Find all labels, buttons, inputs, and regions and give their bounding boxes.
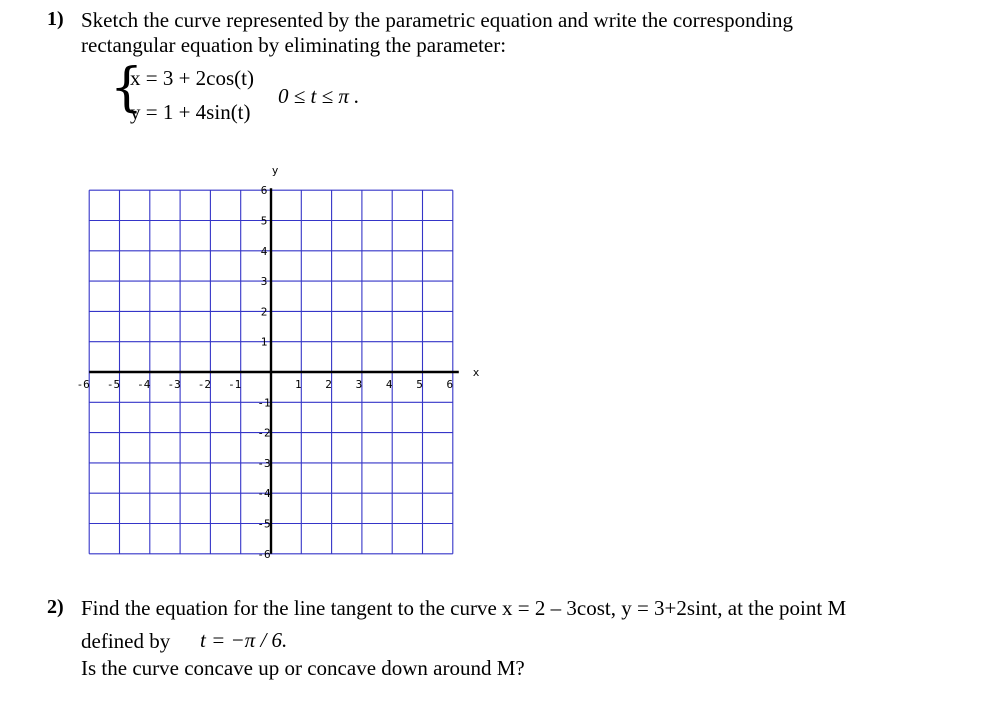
y-tick-label: 4 [260, 244, 268, 258]
problem-2-parameter-value: t = −π / 6. [200, 628, 288, 652]
x-tick-label: -1 [228, 378, 242, 391]
problem-2-text-line-1: Find the equation for the line tangent to the curve x = 2 – 3cost, y = 3+2sint, at the point M [81, 596, 847, 620]
y-tick-label: 6 [260, 184, 268, 198]
y-tick-label: -3 [257, 456, 271, 470]
parameter-range: 0 ≤ t ≤ π . [278, 84, 360, 108]
y-tick-label: 2 [260, 305, 268, 319]
y-tick-label: -6 [257, 547, 271, 561]
x-axis-label: x [472, 366, 480, 379]
x-tick-label: 6 [446, 378, 454, 391]
y-axis-label: y [271, 164, 279, 178]
y-tick-label: -4 [257, 487, 271, 501]
x-tick-label: 5 [416, 378, 423, 391]
equation-system-brace: { [110, 58, 144, 118]
y-tick-label: 3 [260, 275, 268, 289]
y-tick-label: -2 [257, 426, 271, 440]
problem-2-number: 2) [47, 596, 64, 618]
parametric-equation-y: y = 1 + 4sin(t) [130, 100, 251, 124]
x-tick-label: -2 [197, 378, 212, 391]
problem-1-number: 1) [47, 8, 64, 30]
y-tick-label: -1 [257, 396, 271, 410]
x-tick-label: 1 [294, 378, 302, 391]
x-tick-label: 2 [325, 378, 332, 391]
x-tick-label: -6 [76, 378, 90, 391]
problem-1-text-line-2: rectangular equation by eliminating the parameter: [81, 33, 507, 57]
problem-2-text-line-2-prefix: defined by [81, 629, 171, 653]
problem-1-text-line-1: Sketch the curve represented by the parametric equation and write the corresponding [81, 8, 793, 32]
y-tick-label: -5 [257, 517, 271, 531]
x-tick-label: -5 [106, 378, 121, 391]
y-tick-label: 5 [260, 214, 268, 228]
x-tick-label: 3 [355, 378, 363, 391]
parametric-equation-x: x = 3 + 2cos(t) [130, 66, 255, 90]
y-tick-label: 1 [260, 335, 268, 349]
x-tick-label: -4 [137, 378, 151, 391]
x-tick-label: -3 [167, 378, 181, 391]
x-tick-label: 4 [385, 378, 393, 391]
problem-2-text-line-3: Is the curve concave up or concave down around M? [81, 656, 525, 680]
